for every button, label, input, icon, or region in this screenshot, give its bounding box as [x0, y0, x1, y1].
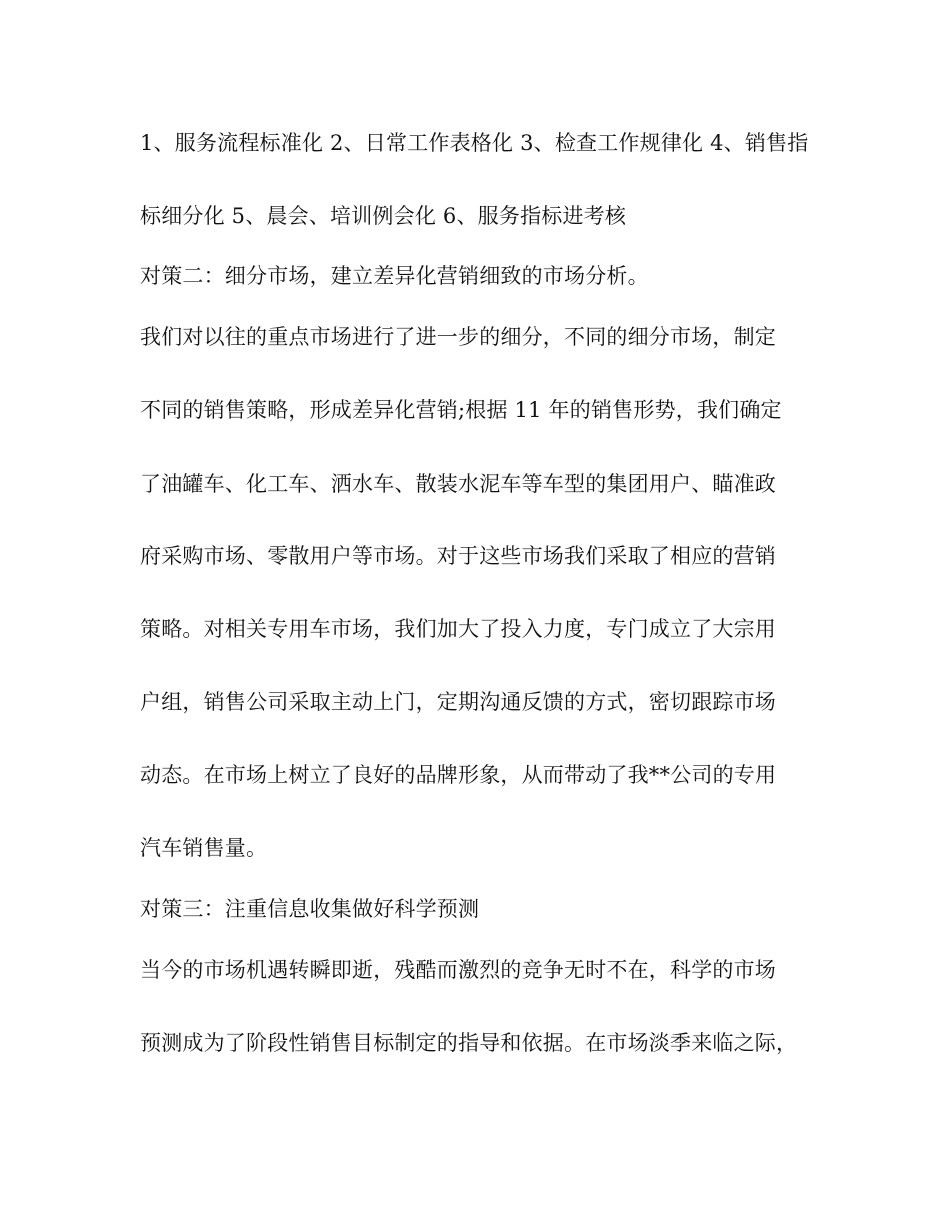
text-line: 府采购市场、零散用户等市场。对于这些市场我们采取了相应的营销 — [140, 544, 776, 568]
text-line: 动态。在市场上树立了良好的品牌形象，从而带动了我**公司的专用 — [140, 763, 777, 787]
section-heading: 对策三：注重信息收集做好科学预测 — [140, 897, 480, 921]
text-line: 策略。对相关专用车市场，我们加大了投入力度，专门成立了大宗用 — [140, 617, 776, 641]
text-line: 我们对以往的重点市场进行了进一步的细分，不同的细分市场，制定 — [140, 325, 776, 349]
text-line: 不同的销售策略，形成差异化营销;根据 11 年的销售形势，我们确定 — [140, 398, 782, 422]
text-line: 1、服务流程标准化 2、日常工作表格化 3、检查工作规律化 4、销售指 — [140, 131, 809, 155]
text-line: 户组，销售公司采取主动上门，定期沟通反馈的方式，密切跟踪市场 — [140, 690, 776, 714]
section-heading: 对策二：细分市场，建立差异化营销细致的市场分析。 — [140, 264, 649, 288]
text-line: 了油罐车、化工车、洒水车、散装水泥车等车型的集团用户、瞄准政 — [140, 472, 776, 496]
text-line: 标细分化 5、晨会、培训例会化 6、服务指标进考核 — [140, 204, 627, 228]
text-line: 预测成为了阶段性销售目标制定的指导和依据。在市场淡季来临之际， — [140, 1031, 798, 1055]
text-line: 汽车销售量。 — [140, 836, 268, 860]
text-line: 当今的市场机遇转瞬即逝，残酷而激烈的竞争无时不在，科学的市场 — [140, 958, 776, 982]
